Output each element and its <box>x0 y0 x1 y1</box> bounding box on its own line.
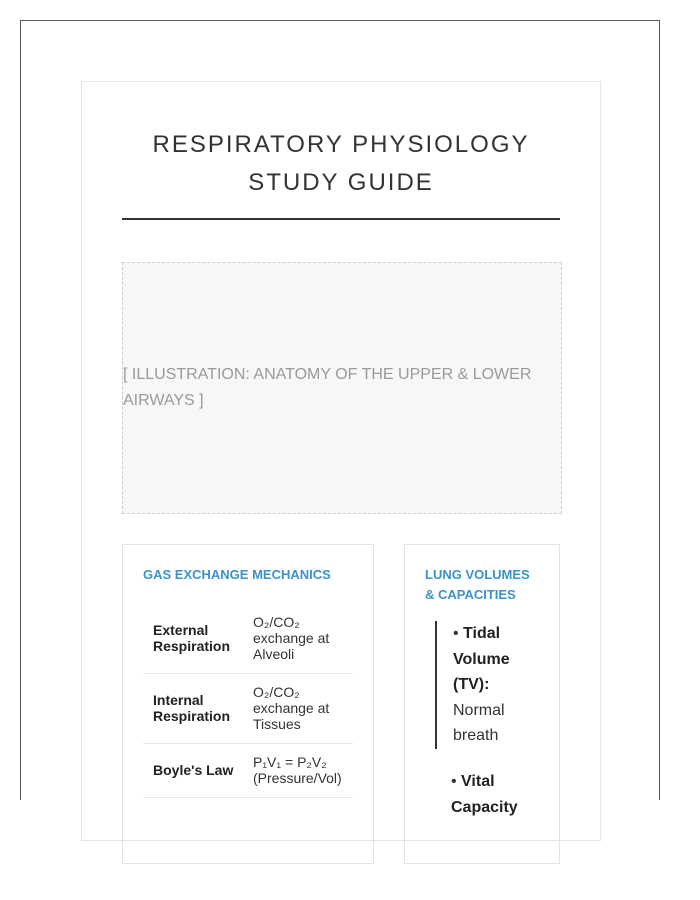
gas-exchange-card <box>122 544 374 864</box>
illustration-placeholder-text: [ ILLUSTRATION: ANATOMY OF THE UPPER & LOWER AIRWAYS ] <box>123 366 532 409</box>
term-cell: Boyle's Law <box>143 743 253 797</box>
volume-description: Normal breath <box>453 701 505 745</box>
volume-term: Tidal Volume (TV): <box>453 625 510 694</box>
title-divider <box>122 218 560 220</box>
lung-volumes-heading: LUNG VOLUMES & CAPACITIES <box>425 567 530 602</box>
list-item: • Tidal Volume (TV): Normal breath <box>435 621 535 749</box>
page-title-line-2: STUDY GUIDE <box>248 169 434 196</box>
gas-exchange-heading: GAS EXCHANGE MECHANICS <box>143 567 331 582</box>
document-frame <box>20 20 660 816</box>
page-title <box>82 126 600 202</box>
gas-exchange-table <box>143 603 353 798</box>
definition-cell: O₂/CO₂ exchange at Alveoli <box>253 603 353 673</box>
lung-volumes-card <box>404 544 560 864</box>
definition-cell: O₂/CO₂ exchange at Tissues <box>253 673 353 743</box>
page-title-line-1: RESPIRATORY PHYSIOLOGY <box>152 131 530 158</box>
study-guide-page <box>81 81 601 841</box>
definition-cell: P₁V₁ = P₂V₂ (Pressure/Vol) <box>253 743 353 797</box>
table-row <box>143 603 353 673</box>
illustration-placeholder <box>122 262 562 514</box>
term-cell: External Respiration <box>143 603 253 673</box>
table-row <box>143 743 353 797</box>
volume-term: Vital Capacity <box>451 772 518 816</box>
list-item: • Vital Capacity <box>451 772 518 816</box>
table-row <box>143 673 353 743</box>
term-cell: Internal Respiration <box>143 673 253 743</box>
lung-volumes-list <box>435 621 535 820</box>
